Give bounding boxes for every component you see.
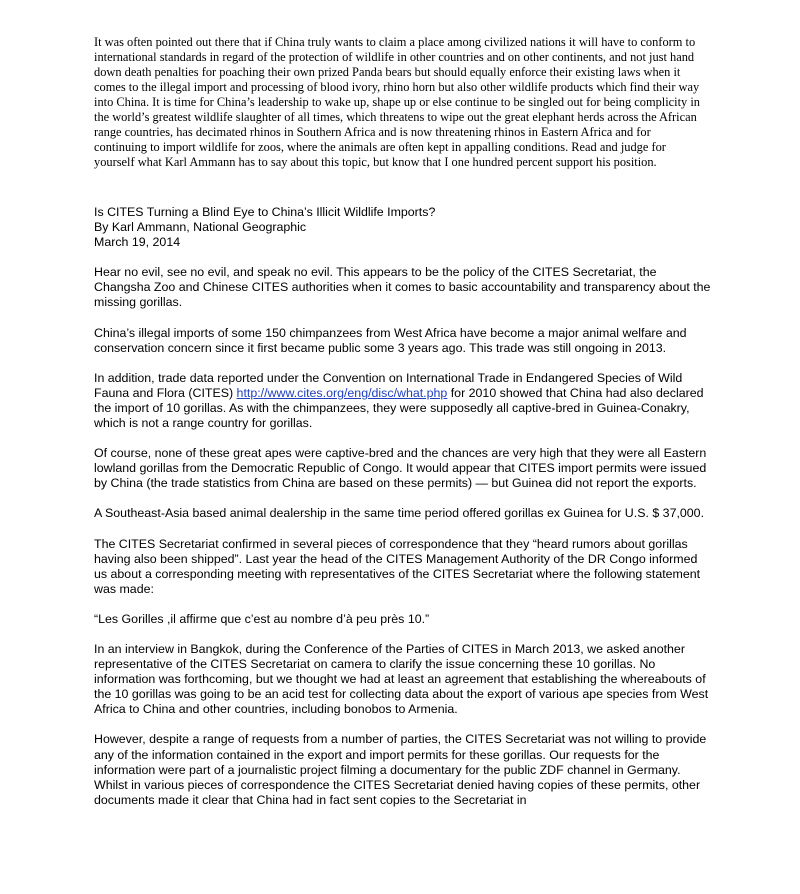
- paragraph-3-text-end: for 2010 showed that China had also declared the import of 10 gorillas. As with the chimpanzees, they were supposedly all captive-bred in Guinea-Conakry, which is not a range country for gorillas.: [94, 385, 704, 431]
- cites-link[interactable]: http://www.cites.org/eng/disc/what.php: [236, 385, 448, 400]
- article-date: March 19, 2014: [94, 235, 181, 250]
- paragraph-2: China’s illegal imports of some 150 chimpanzees from West Africa have become a major animal welfare and conservation concern since it first became public some 3 years ago. This trade was still ongoing in 2013.: [94, 325, 687, 355]
- paragraph-6: The CITES Secretariat confirmed in several pieces of correspondence that they “heard rumors about gorillas having also been shipped”. Last year the head of the CITES Management Authority of the DR Congo informed us about a corresponding meeting with representatives of the CITES Secretariat where the following statement was made:: [94, 536, 701, 596]
- article-header: [94, 205, 712, 250]
- paragraph-4: Of course, none of these great apes were captive-bred and the chances are very high that they were all Eastern lowland gorillas from the Democratic Republic of Congo. It would appear that CITES import permits were issued by China (the trade statistics from China are based on these permits) — but Guinea did not report the exports.: [94, 446, 707, 491]
- paragraph-3-text-start: In addition, trade data reported under the Convention on International Trade in Endangered Species of Wild Fauna and Flora (CITES): [94, 370, 683, 400]
- article-byline: By Karl Ammann, National Geographic: [94, 220, 307, 235]
- paragraph-9: However, despite a range of requests from a number of parties, the CITES Secretariat was not willing to provide any of the information contained in the export and import permits for these gorillas. Our requests for the information were part of a journalistic project filming a documentary for the public ZDF channel in Germany. Whilst in various pieces of correspondence the CITES Secretariat denied having copies of these permits, other documents made it clear that China had in fact sent copies to the Secretariat in: [94, 732, 707, 807]
- article-body: [94, 205, 712, 823]
- paragraph-1: Hear no evil, see no evil, and speak no evil. This appears to be the policy of the CITES Secretariat, the Changsha Zoo and Chinese CITES authorities when it comes to basic accountability and transparency about the missing gorillas.: [94, 265, 711, 310]
- paragraph-5: A Southeast-Asia based animal dealership in the same time period offered gorillas ex Guinea for U.S. $ 37,000.: [94, 506, 705, 521]
- paragraph-8: In an interview in Bangkok, during the Conference of the Parties of CITES in March 2013, we asked another representative of the CITES Secretariat on camera to clarify the issue concerning these 10 gorillas. No information was forthcoming, but we thought we had at least an agreement that establishing the whereabouts of the 10 gorillas was going to be an acid test for collecting data about the export of various ape species from West Africa to China and other countries, including bonobos to Armenia.: [94, 641, 709, 717]
- intro-paragraph: It was often pointed out there that if China truly wants to claim a place among civilized nations it will have to conform to international standards in regard of the protection of wildlife in other countries and on other continents, and not just hand down death penalties for poaching their own prized Panda bears but should equally enforce their existing laws when it comes to the illegal import and processing of blood ivory, rhino horn but also other wildlife products which find their way into China. It is time for China’s leadership to wake up, shape up or else continue to be singled out for being complicity in the world’s greatest wildlife slaughter of all times, which threatens to wipe out the great elephant herds across the African range countries, has decimated rhinos in Southern Africa and is now threatening rhinos in Eastern Africa and for continuing to import wildlife for zoos, where the animals are often kept in appalling conditions. Read and judge for yourself what Karl Ammann has to say about this topic, but know that I one hundred percent support his position.: [94, 35, 700, 169]
- article-title: Is CITES Turning a Blind Eye to China’s Illicit Wildlife Imports?: [94, 205, 436, 219]
- paragraph-7-quote: “Les Gorilles ,il affirme que c’est au nombre d’à peu près 10.”: [94, 611, 430, 626]
- paragraph-3: [94, 371, 712, 431]
